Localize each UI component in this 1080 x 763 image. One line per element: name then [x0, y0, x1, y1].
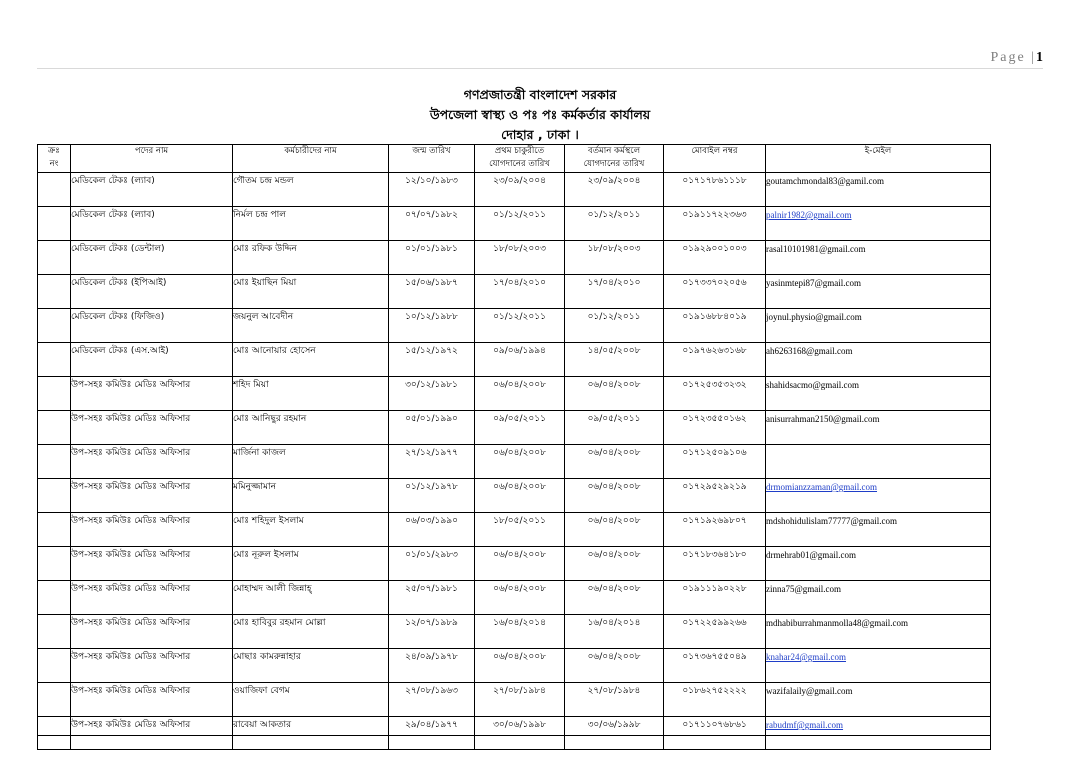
mobile-cell: ০১৭১১০৭৬৮৬১ [664, 717, 766, 736]
serial-cell [38, 309, 71, 343]
email-cell: joynul.physio@gmail.com [766, 309, 991, 343]
header-post: পদের নাম [71, 145, 233, 173]
first-join-cell: ১৮/০৫/২০১১ [475, 513, 565, 547]
dob-cell: ০৬/০৩/১৯৯০ [389, 513, 475, 547]
current-join-cell: ০১/১২/২০১১ [565, 309, 664, 343]
table-row [38, 615, 991, 649]
mobile-cell: ০১৭১৯২৬৯৮০৭ [664, 513, 766, 547]
email-cell: ah6263168@gmail.com [766, 343, 991, 377]
serial-cell [38, 377, 71, 411]
header-dob: জন্ম তারিখ [389, 145, 475, 173]
serial-cell [38, 513, 71, 547]
email-cell: wazifalaily@gmail.com [766, 683, 991, 717]
current-join-cell: ০৬/০৪/২০০৮ [565, 377, 664, 411]
email-cell [766, 445, 991, 479]
email-cell: anisurrahman2150@gmail.com [766, 411, 991, 445]
header-first-join: প্রথম চাকুরীতে যোগদানের তারিখ [475, 145, 565, 173]
first-join-cell: ০৬/০৪/২০০৮ [475, 377, 565, 411]
header-current-join: বর্তমান কর্মস্থলে যোগদানের তারিখ [565, 145, 664, 173]
first-join-cell: ০৬/০৪/২০০৮ [475, 547, 565, 581]
mobile-cell: ০১৭২৩৫৫০১৬২ [664, 411, 766, 445]
dob-cell: ০৫/০১/১৯৯০ [389, 411, 475, 445]
name-cell: মোঃ হাবিবুর রহমান মোল্লা [233, 615, 389, 649]
dob-cell: ১২/০৭/১৯৮৯ [389, 615, 475, 649]
first-join-cell: ১৮/০৮/২০০৩ [475, 241, 565, 275]
serial-cell [38, 479, 71, 513]
post-cell: উপ-সহঃ কমিউঃ মেডিঃ অফিসার [71, 377, 233, 411]
post-cell: মেডিকেল টেকঃ (ইপিআই) [71, 275, 233, 309]
first-join-cell: ০৬/০৪/২০০৮ [475, 649, 565, 683]
post-cell: মেডিকেল টেকঃ (এস.আই) [71, 343, 233, 377]
email-link[interactable]: rabudmf@gmail.com [766, 720, 844, 730]
empty-cell [389, 736, 475, 750]
current-join-cell: ০৬/০৪/২০০৮ [565, 479, 664, 513]
mobile-cell: ০১৯৭৬২৬৩১৬৮ [664, 343, 766, 377]
first-join-cell: ০১/১২/২০১১ [475, 309, 565, 343]
dob-cell: ২৪/০৯/১৯৭৮ [389, 649, 475, 683]
post-cell: উপ-সহঃ কমিউঃ মেডিঃ অফিসার [71, 513, 233, 547]
current-join-cell: ০৬/০৪/২০০৮ [565, 649, 664, 683]
serial-cell [38, 581, 71, 615]
page-word: Page [990, 50, 1026, 65]
email-cell: drmehrab01@gmail.com [766, 547, 991, 581]
post-cell: উপ-সহঃ কমিউঃ মেডিঃ অফিসার [71, 615, 233, 649]
dob-cell: ০১/১২/১৯৭৮ [389, 479, 475, 513]
serial-cell [38, 445, 71, 479]
document-title-government: গণপ্রজাতন্ত্রী বাংলাদেশ সরকার [463, 87, 617, 102]
post-cell: মেডিকেল টেকঃ (ল্যাব) [71, 207, 233, 241]
first-join-cell: ২৭/০৮/১৯৮৪ [475, 683, 565, 717]
header-email: ই-মেইল [766, 145, 991, 173]
table-row [38, 479, 991, 513]
post-cell: উপ-সহঃ কমিউঃ মেডিঃ অফিসার [71, 445, 233, 479]
name-cell: গৌতম চন্দ্র মন্ডল [233, 173, 389, 207]
dob-cell: ১২/১০/১৯৮৩ [389, 173, 475, 207]
name-cell: মোঃ শহিদুল ইসলাম [233, 513, 389, 547]
empty-cell [71, 736, 233, 750]
name-cell: শহিদ মিয়া [233, 377, 389, 411]
table-row [38, 581, 991, 615]
post-cell: মেডিকেল টেকঃ (ল্যাব) [71, 173, 233, 207]
first-join-cell: ১৭/০৪/২০১০ [475, 275, 565, 309]
table-row [38, 241, 991, 275]
email-cell: mdshohidulislam77777@gmail.com [766, 513, 991, 547]
post-cell: উপ-সহঃ কমিউঃ মেডিঃ অফিসার [71, 479, 233, 513]
serial-cell [38, 173, 71, 207]
name-cell: মোঃ আনোয়ার হোসেন [233, 343, 389, 377]
header-name: কর্মচারীদের নাম [233, 145, 389, 173]
current-join-cell: ১৪/০৫/২০০৮ [565, 343, 664, 377]
current-join-cell: ০৯/০৫/২০১১ [565, 411, 664, 445]
name-cell: মোছাঃ কামরুন্নাহার [233, 649, 389, 683]
serial-cell [38, 207, 71, 241]
dob-cell: ০১/০১/২৯৮৩ [389, 547, 475, 581]
post-cell: উপ-সহঃ কমিউঃ মেডিঃ অফিসার [71, 547, 233, 581]
page-header [37, 50, 1043, 69]
mobile-cell: ০১৯১১১৯০২২৮ [664, 581, 766, 615]
post-cell: মেডিকেল টেকঃ (ফিজিও) [71, 309, 233, 343]
mobile-cell: ০১৯১১৭২২৩৬৩ [664, 207, 766, 241]
serial-cell [38, 649, 71, 683]
name-cell: মোঃ ইয়াছিন মিয়া [233, 275, 389, 309]
table-row [38, 309, 991, 343]
serial-cell [38, 683, 71, 717]
mobile-cell: ০১৭২৫৩৫৩২৩২ [664, 377, 766, 411]
post-cell: উপ-সহঃ কমিউঃ মেডিঃ অফিসার [71, 717, 233, 736]
first-join-cell: ০৬/০৪/২০০৮ [475, 479, 565, 513]
page-number: 1 [1036, 50, 1043, 65]
table-row [38, 513, 991, 547]
table-row [38, 207, 991, 241]
empty-cell [565, 736, 664, 750]
current-join-cell: ১৬/০৪/২০১৪ [565, 615, 664, 649]
name-cell: মোঃ আনিছুর রহমান [233, 411, 389, 445]
email-cell: shahidsacmo@gmail.com [766, 377, 991, 411]
table-row [38, 173, 991, 207]
mobile-cell: ০১৭২২৫৯৯২৬৬ [664, 615, 766, 649]
dob-cell: ৩০/১২/১৯৮১ [389, 377, 475, 411]
email-cell [766, 479, 991, 513]
email-cell: zinna75@gmail.com [766, 581, 991, 615]
post-cell: উপ-সহঃ কমিউঃ মেডিঃ অফিসার [71, 411, 233, 445]
empty-cell [664, 736, 766, 750]
current-join-cell: ০৬/০৪/২০০৮ [565, 513, 664, 547]
table-row [38, 649, 991, 683]
header-serial: ক্রঃ নং [38, 145, 71, 173]
document-title-location: দোহার , ঢাকা । [501, 127, 579, 142]
page-number-label [990, 50, 1043, 66]
email-cell: mdhabiburrahmanmolla48@gmail.com [766, 615, 991, 649]
table-row [38, 275, 991, 309]
mobile-cell: ০১৭১৮৩৬৪১৮০ [664, 547, 766, 581]
name-cell: ওয়াজিফা বেগম [233, 683, 389, 717]
serial-cell [38, 717, 71, 736]
table-row [38, 377, 991, 411]
first-join-cell: ২৩/০৯/২০০৪ [475, 173, 565, 207]
email-cell: goutamchmondal83@gamil.com [766, 173, 991, 207]
dob-cell: ০১/০১/১৯৮১ [389, 241, 475, 275]
serial-cell [38, 275, 71, 309]
name-cell: নির্মল চন্দ্র পাল [233, 207, 389, 241]
mobile-cell: ০১৯১৬৮৮৪০১৯ [664, 309, 766, 343]
name-cell: রাবেয়া আকতার [233, 717, 389, 736]
dob-cell: ০৭/০৭/১৯৮২ [389, 207, 475, 241]
current-join-cell: ২৭/০৮/১৯৮৪ [565, 683, 664, 717]
name-cell: মোহাম্মদ আলী জিন্নাহ্ [233, 581, 389, 615]
name-cell: মোঃ নূরুল ইসলাম [233, 547, 389, 581]
email-cell [766, 717, 991, 736]
name-cell: মার্জিনা কাজল [233, 445, 389, 479]
name-cell: মোঃ রফিক উদ্দিন [233, 241, 389, 275]
dob-cell: ২৫/০৭/১৯৮১ [389, 581, 475, 615]
dob-cell: ১৫/০৬/১৯৮৭ [389, 275, 475, 309]
current-join-cell: ০৬/০৪/২০০৮ [565, 445, 664, 479]
dob-cell: ২৭/১২/১৯৭৭ [389, 445, 475, 479]
first-join-cell: ০৯/০৫/২০১১ [475, 411, 565, 445]
current-join-cell: ০৬/০৪/২০০৮ [565, 547, 664, 581]
serial-cell [38, 547, 71, 581]
email-cell: yasinmtepi87@gmail.com [766, 275, 991, 309]
email-cell [766, 649, 991, 683]
mobile-cell: ০১৭৩৬৭৫৫০৪৯ [664, 649, 766, 683]
dob-cell: ২৯/০৪/১৯৭৭ [389, 717, 475, 736]
serial-cell [38, 411, 71, 445]
name-cell: মমিনুজ্জামান [233, 479, 389, 513]
first-join-cell: ৩০/০৬/১৯৯৮ [475, 717, 565, 736]
first-join-cell: ০১/১২/২০১১ [475, 207, 565, 241]
header-mobile: মোবাইল নম্বর [664, 145, 766, 173]
mobile-cell: ০১৯২৯০০১০০৩ [664, 241, 766, 275]
serial-cell [38, 343, 71, 377]
page-separator: | [1031, 50, 1036, 65]
first-join-cell: ১৬/০৪/২০১৪ [475, 615, 565, 649]
current-join-cell: ১৭/০৪/২০১০ [565, 275, 664, 309]
first-join-cell: ০৬/০৪/২০০৮ [475, 581, 565, 615]
staff-table [37, 144, 991, 750]
mobile-cell: ০১৮৬২৭৫২২২২ [664, 683, 766, 717]
table-row [38, 445, 991, 479]
post-cell: উপ-সহঃ কমিউঃ মেডিঃ অফিসার [71, 581, 233, 615]
email-link[interactable]: drmomianzzaman@gmail.com [766, 482, 878, 492]
table-row [38, 547, 991, 581]
current-join-cell: ০১/১২/২০১১ [565, 207, 664, 241]
dob-cell: ১৫/১২/১৯৭২ [389, 343, 475, 377]
table-header-row [38, 145, 991, 173]
current-join-cell: ১৮/০৮/২০০৩ [565, 241, 664, 275]
empty-cell [475, 736, 565, 750]
mobile-cell: ০১৭১৭৮৬১১১৮ [664, 173, 766, 207]
serial-cell [38, 615, 71, 649]
table-row [38, 411, 991, 445]
dob-cell: ২৭/০৮/১৯৬৩ [389, 683, 475, 717]
empty-cell [766, 736, 991, 750]
post-cell: উপ-সহঃ কমিউঃ মেডিঃ অফিসার [71, 649, 233, 683]
dob-cell: ১০/১২/১৯৮৮ [389, 309, 475, 343]
email-link[interactable]: palnir1982@gmail.com [766, 210, 852, 220]
first-join-cell: ০৯/০৬/১৯৯৪ [475, 343, 565, 377]
document-title-office: উপজেলা স্বাস্থ্য ও পঃ পঃ কর্মকর্তার কার্যালয় [429, 107, 651, 122]
empty-cell [233, 736, 389, 750]
mobile-cell: ০১৭৩৩৭০২০৫৬ [664, 275, 766, 309]
current-join-cell: ২৩/০৯/২০০৪ [565, 173, 664, 207]
empty-cell [38, 736, 71, 750]
serial-cell [38, 241, 71, 275]
mobile-cell: ০১৭১২৫০৯১০৬ [664, 445, 766, 479]
email-cell: rasal10101981@gmail.com [766, 241, 991, 275]
email-link[interactable]: knahar24@gmail.com [766, 652, 847, 662]
empty-table-row [38, 736, 991, 750]
first-join-cell: ০৬/০৪/২০০৮ [475, 445, 565, 479]
name-cell: জয়নুল আবেদীন [233, 309, 389, 343]
email-cell [766, 207, 991, 241]
mobile-cell: ০১৭২৯৫২৯২১৯ [664, 479, 766, 513]
post-cell: মেডিকেল টেকঃ (ডেন্টাল) [71, 241, 233, 275]
table-row [38, 717, 991, 736]
current-join-cell: ৩০/০৬/১৯৯৮ [565, 717, 664, 736]
table-row [38, 343, 991, 377]
post-cell: উপ-সহঃ কমিউঃ মেডিঃ অফিসার [71, 683, 233, 717]
table-row [38, 683, 991, 717]
current-join-cell: ০৬/০৪/২০০৮ [565, 581, 664, 615]
